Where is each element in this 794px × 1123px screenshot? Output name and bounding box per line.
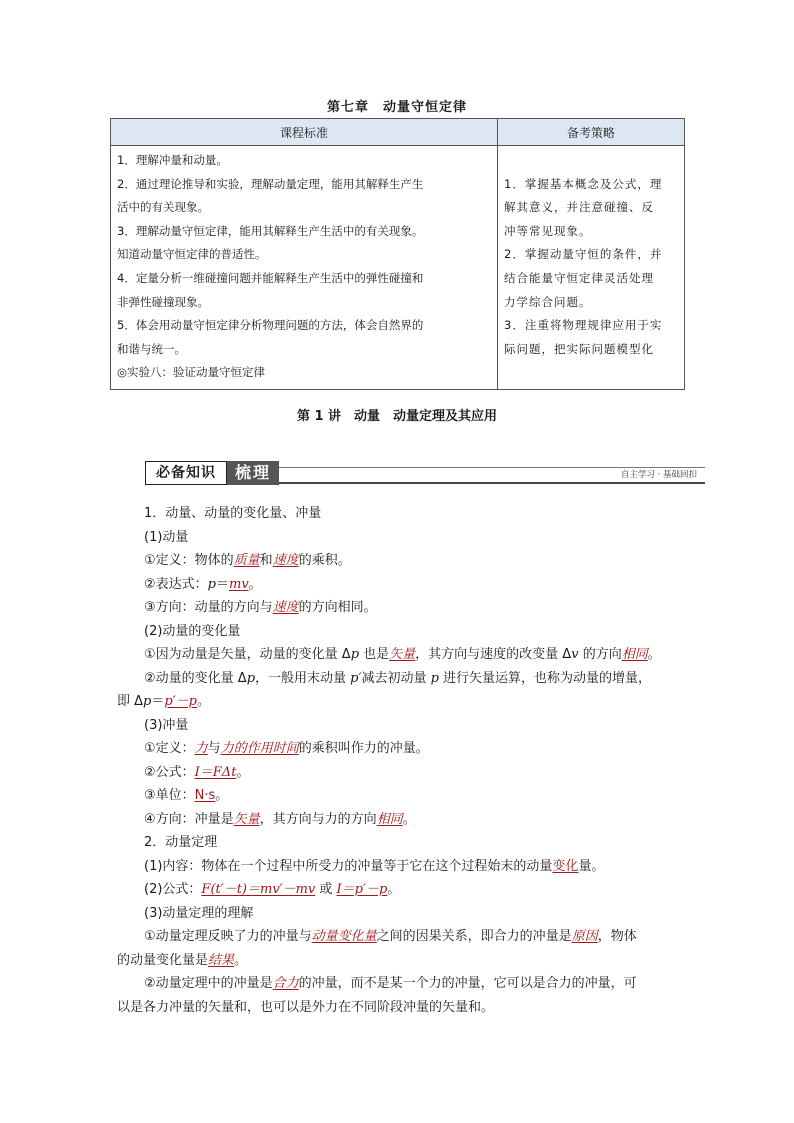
text: ①定义： [144, 741, 195, 756]
subsection-heading: (1)动量 [144, 529, 189, 545]
text: 之间的因果关系，即合力的冲量是 [376, 929, 572, 944]
standards-cell [111, 146, 498, 390]
strategy-line: 2．掌握动量守恒的条件，并 [504, 247, 663, 262]
standard-line: 1．理解冲量和动量。 [117, 153, 228, 167]
text: ＝ [151, 694, 165, 709]
answer-blank: 变化 [552, 858, 579, 874]
text: 和 [259, 553, 273, 568]
strategy-line: 结合能量守恒定律灵活处理 [504, 270, 654, 285]
understanding-1 [117, 925, 689, 949]
text: ＝ [215, 576, 229, 592]
understanding-2-cont: 以是各力冲量的矢量和，也可以是外力在不同阶段冲量的矢量和。 [117, 999, 495, 1015]
text: ②动量的变化量 Δ [144, 670, 247, 686]
text: ④方向：冲量是 [144, 811, 234, 827]
symbol: p [207, 576, 216, 592]
table-body-row [111, 146, 685, 390]
symbol: p [430, 670, 439, 686]
subsection-heading: (3)冲量 [144, 717, 189, 733]
strategy-line: 冲等常见现象。 [504, 223, 592, 238]
impulse-direction [117, 808, 689, 832]
symbol: p [246, 670, 256, 686]
answer-blank: I＝p′－p [336, 882, 388, 897]
text: ②公式： [144, 764, 195, 780]
standard-line: 非弹性碰撞现象。 [117, 294, 209, 309]
change-line-2 [117, 667, 689, 691]
banner-label-review: 梳理 [227, 461, 279, 485]
strategy-line: 解其意义，并注意碰撞、反 [504, 200, 654, 215]
impulse-definition [117, 737, 689, 761]
strategy-line: 际问题，把实际问题模型化 [504, 341, 654, 356]
text: ，其方向与速度的改变量 Δ [415, 647, 572, 662]
banner-rule-bottom [279, 482, 705, 484]
text: ②动量定理中的冲量是 [144, 976, 273, 991]
strategies-cell [498, 146, 685, 390]
answer-blank: 相同 [376, 811, 403, 827]
standard-line: 4．定量分析一维碰撞问题并能解释生产生活中的弹性碰撞和 [117, 270, 424, 285]
lecture-title: 第 1 讲 动量 动量定理及其应用 [296, 409, 498, 424]
text: ①定义：物体的 [144, 553, 234, 568]
momentum-direction [117, 596, 689, 620]
text: 或 [315, 882, 337, 897]
text: 也是 [359, 647, 390, 662]
answer-blank: 原因 [571, 929, 598, 944]
answer-blank: mv [229, 576, 249, 592]
section-heading: 2．动量定理 [144, 835, 218, 850]
answer-blank: 力 [194, 741, 208, 756]
chapter-title: 第七章 动量守恒定律 [326, 100, 467, 115]
answer-blank: 力的作用时间 [220, 741, 299, 756]
text: ③方向：动量的方向与 [144, 600, 273, 615]
text: 的冲量，而不是某一个力的冲量，它可以是合力的冲量，可 [298, 976, 637, 991]
answer-blank: 合力 [272, 976, 299, 991]
symbol: p [350, 647, 360, 662]
answer-blank: I＝FΔt [194, 764, 237, 780]
content-body [117, 502, 689, 1019]
table-header-row [111, 119, 685, 146]
impulse-formula [117, 761, 689, 785]
text: 。 [215, 788, 229, 803]
strategy-line: 1．掌握基本概念及公式，理 [504, 176, 663, 191]
text: 与 [207, 741, 221, 756]
answer-blank: 矢量 [389, 647, 416, 662]
strategy-line: 力学综合问题。 [504, 294, 592, 309]
text: ②表达式： [144, 576, 208, 592]
text: 。 [248, 576, 262, 592]
text: 进行矢量运算，也称为动量的增量， [438, 670, 652, 686]
standard-line: 5．体会用动量守恒定律分析物理问题的方法，体会自然界的 [117, 318, 424, 333]
text: ，一般用末动量 [255, 670, 351, 686]
text: ，物体 [597, 929, 637, 944]
impulse-unit [117, 784, 689, 808]
text: 的方向相同。 [298, 600, 377, 615]
symbol: v [571, 647, 579, 662]
answer-blank: 矢量 [233, 811, 260, 827]
change-line-1 [117, 643, 689, 667]
text: 的乘积。 [298, 553, 351, 568]
understanding-1-cont [117, 949, 689, 973]
text: 。 [647, 647, 661, 662]
header-standards: 课程标准 [111, 119, 498, 146]
subsection-heading: (3)动量定理的理解 [144, 905, 254, 921]
understanding-2 [117, 972, 689, 996]
text: 。 [387, 882, 401, 897]
experiment-line: ◎实验八：验证动量守恒定律 [117, 365, 266, 380]
standard-line: 知道动量守恒定律的普适性。 [117, 247, 267, 262]
theorem-formula [117, 878, 689, 902]
answer-blank: 速度 [272, 553, 299, 568]
strategy-line: 3．注重将物理规律应用于实 [504, 318, 663, 333]
section-banner [145, 461, 705, 485]
standard-line: 和谐与统一。 [117, 341, 186, 356]
change-line-3 [117, 690, 689, 714]
answer-blank: 质量 [233, 553, 260, 568]
standard-line: 活中的有关现象。 [117, 200, 209, 215]
text: 的动量变化量是 [117, 952, 209, 968]
answer-blank: 相同 [621, 647, 648, 662]
text: 量。 [578, 858, 605, 874]
answer-blank: 动量变化量 [311, 929, 377, 944]
text: 。 [236, 764, 250, 780]
text: 即 Δ [117, 694, 144, 709]
standard-line: 3．理解动量守恒定律，能用其解释生产生活中的有关现象。 [117, 223, 424, 238]
text: ①因为动量是矢量，动量的变化量 Δ [144, 647, 351, 662]
text: 减去初动量 [361, 670, 431, 686]
curriculum-table [110, 118, 685, 390]
answer-blank: 结果 [208, 952, 235, 968]
text: ①动量定理反映了力的冲量与 [144, 929, 312, 944]
banner-label-essential: 必备知识 [145, 461, 227, 485]
answer-blank: N·s [194, 788, 216, 803]
symbol: p [143, 694, 152, 709]
answer-blank: p′－p [164, 694, 197, 709]
text: 。 [402, 811, 416, 827]
header-strategies: 备考策略 [498, 119, 685, 146]
text: ③单位： [144, 788, 195, 803]
theorem-content [117, 855, 689, 879]
text: 的方向 [578, 647, 622, 662]
text: 。 [196, 694, 210, 709]
standard-line: 2．通过理论推导和实验，理解动量定理，能用其解释生产生 [117, 176, 424, 191]
text: (1)内容：物体在一个过程中所受力的冲量等于它在这个过程始末的动量 [144, 858, 553, 874]
text: (2)公式： [144, 882, 202, 897]
text: 的乘积叫作力的冲量。 [298, 741, 429, 756]
momentum-definition [117, 549, 689, 573]
text: 。 [234, 952, 248, 968]
text: ，其方向与力的方向 [259, 811, 377, 827]
answer-blank: F(t′－t)＝mv′－mv [201, 882, 316, 897]
subsection-heading: (2)动量的变化量 [144, 623, 241, 639]
answer-blank: 速度 [272, 600, 299, 615]
momentum-expression [117, 573, 689, 597]
section-heading: 1．动量、动量的变化量、冲量 [144, 506, 322, 521]
banner-note: 自主学习 · 基础回扣 [620, 470, 697, 480]
symbol: p′ [350, 670, 362, 686]
